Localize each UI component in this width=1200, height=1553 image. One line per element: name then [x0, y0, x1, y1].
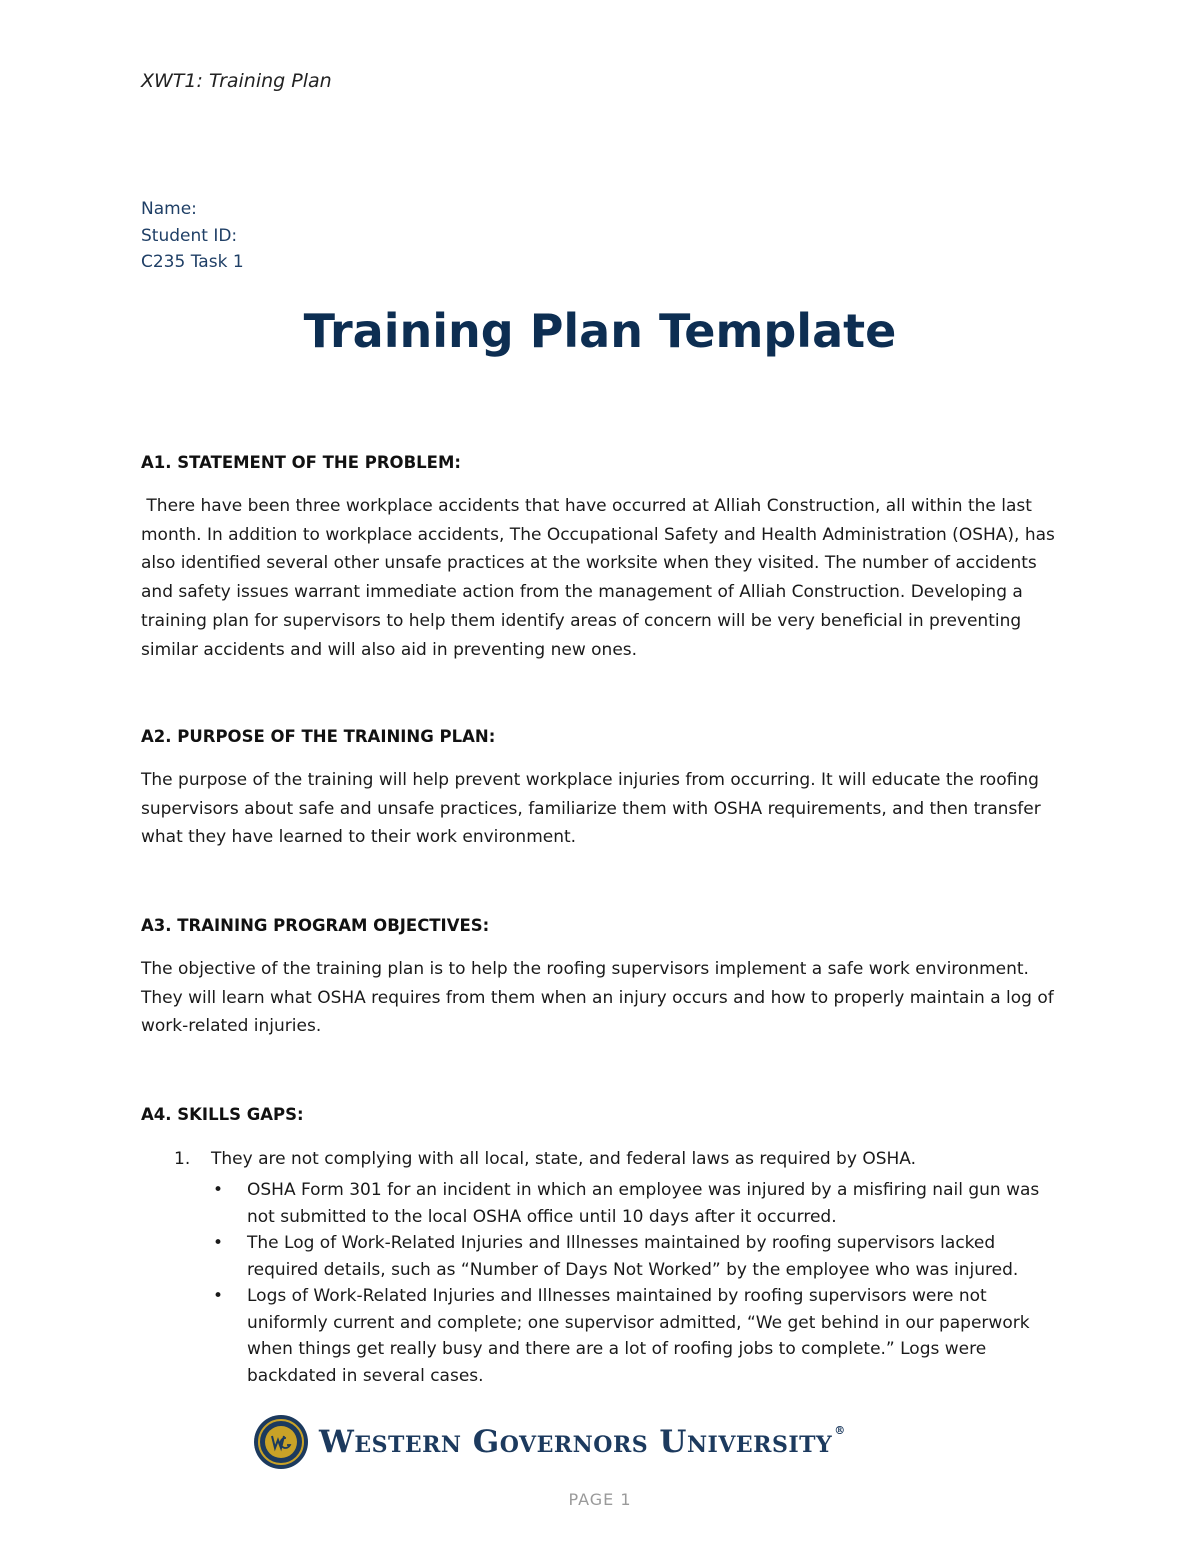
section-heading: A4. SKILLS GAPS:	[141, 1105, 304, 1124]
section-heading: A2. PURPOSE OF THE TRAINING PLAN:	[141, 727, 496, 746]
student-meta	[141, 196, 244, 276]
university-seal-icon	[253, 1414, 309, 1470]
bullet-item	[141, 1177, 1071, 1230]
course-code: C235	[141, 252, 186, 272]
wgu-logo	[253, 1410, 913, 1474]
logo-trademark: ®	[834, 1424, 846, 1437]
list-item-text: They are not complying with all local, state, and federal laws as required by OSHA.	[211, 1149, 917, 1169]
section-a1	[141, 453, 1071, 664]
section-heading: A1. STATEMENT OF THE PROBLEM:	[141, 453, 461, 472]
section-body: The objective of the training plan is to help the roofing supervisors implement a safe work environment. They will learn what OSHA requires from them when an injury occurs and how to properly maintain a log of work-related injuries.	[141, 959, 1054, 1037]
running-header: XWT1: Training Plan	[141, 70, 332, 92]
section-a4	[141, 1105, 1071, 1389]
section-a2	[141, 727, 1071, 852]
section-heading: A3. TRAINING PROGRAM OBJECTIVES:	[141, 916, 490, 935]
section-body: The purpose of the training will help prevent workplace injuries from occurring. It will educate the roofing supervisors about safe and unsafe practices, familiarize them with OSHA requirements, and then transfer what they have learned to their work environment.	[141, 770, 1041, 848]
bullet-glyph: •	[213, 1233, 224, 1253]
document-title: Training Plan Template	[303, 304, 897, 358]
task-label: Task 1	[190, 252, 244, 272]
logo-wordmark: Western Governors University ®	[319, 1424, 846, 1460]
bullet-text: Logs of Work-Related Injuries and Illnesses maintained by roofing supervisors were not uniformly current and complete; one supervisor admitted, “We get behind in our paperwork when things get really busy and there are a lot of roofing jobs to complete.” Logs were backdated in several cases.	[247, 1286, 1030, 1386]
section-a3	[141, 916, 1071, 1041]
bullet-glyph: •	[213, 1180, 224, 1200]
bullet-text: The Log of Work-Related Injuries and Illnesses maintained by roofing supervisors lacked required details, such as “Number of Days Not Worked” by the employee who was injured.	[247, 1233, 1019, 1280]
list-number: 1.	[174, 1149, 191, 1169]
bullet-glyph: •	[213, 1286, 224, 1306]
bullet-item	[141, 1283, 1071, 1389]
student-id-label: Student ID:	[141, 225, 238, 246]
page-number: PAGE 1	[568, 1490, 632, 1509]
bullet-item	[141, 1230, 1071, 1283]
bullet-text: OSHA Form 301 for an incident in which an employee was injured by a misfiring nail gun was not submitted to the local OSHA office until 10 days after it occurred.	[247, 1180, 1040, 1227]
list-item	[141, 1146, 1071, 1389]
course-task-line	[141, 249, 244, 276]
name-label: Name:	[141, 199, 197, 219]
section-body: There have been three workplace accidents that have occurred at Alliah Construction, all within the last month. In addition to workplace accidents, The Occupational Safety and Health Administration (OSHA), has also identified several other unsafe practices at the worksite when they visited. The number of accidents and safety issues warrant immediate action from the management of Alliah Construction. Developing a training plan for supervisors to help them identify areas of concern will be very beneficial in preventing similar accidents and will also aid in preventing new ones.	[141, 496, 1061, 660]
skills-gap-list	[141, 1146, 1071, 1389]
bullet-list	[211, 1177, 1071, 1389]
